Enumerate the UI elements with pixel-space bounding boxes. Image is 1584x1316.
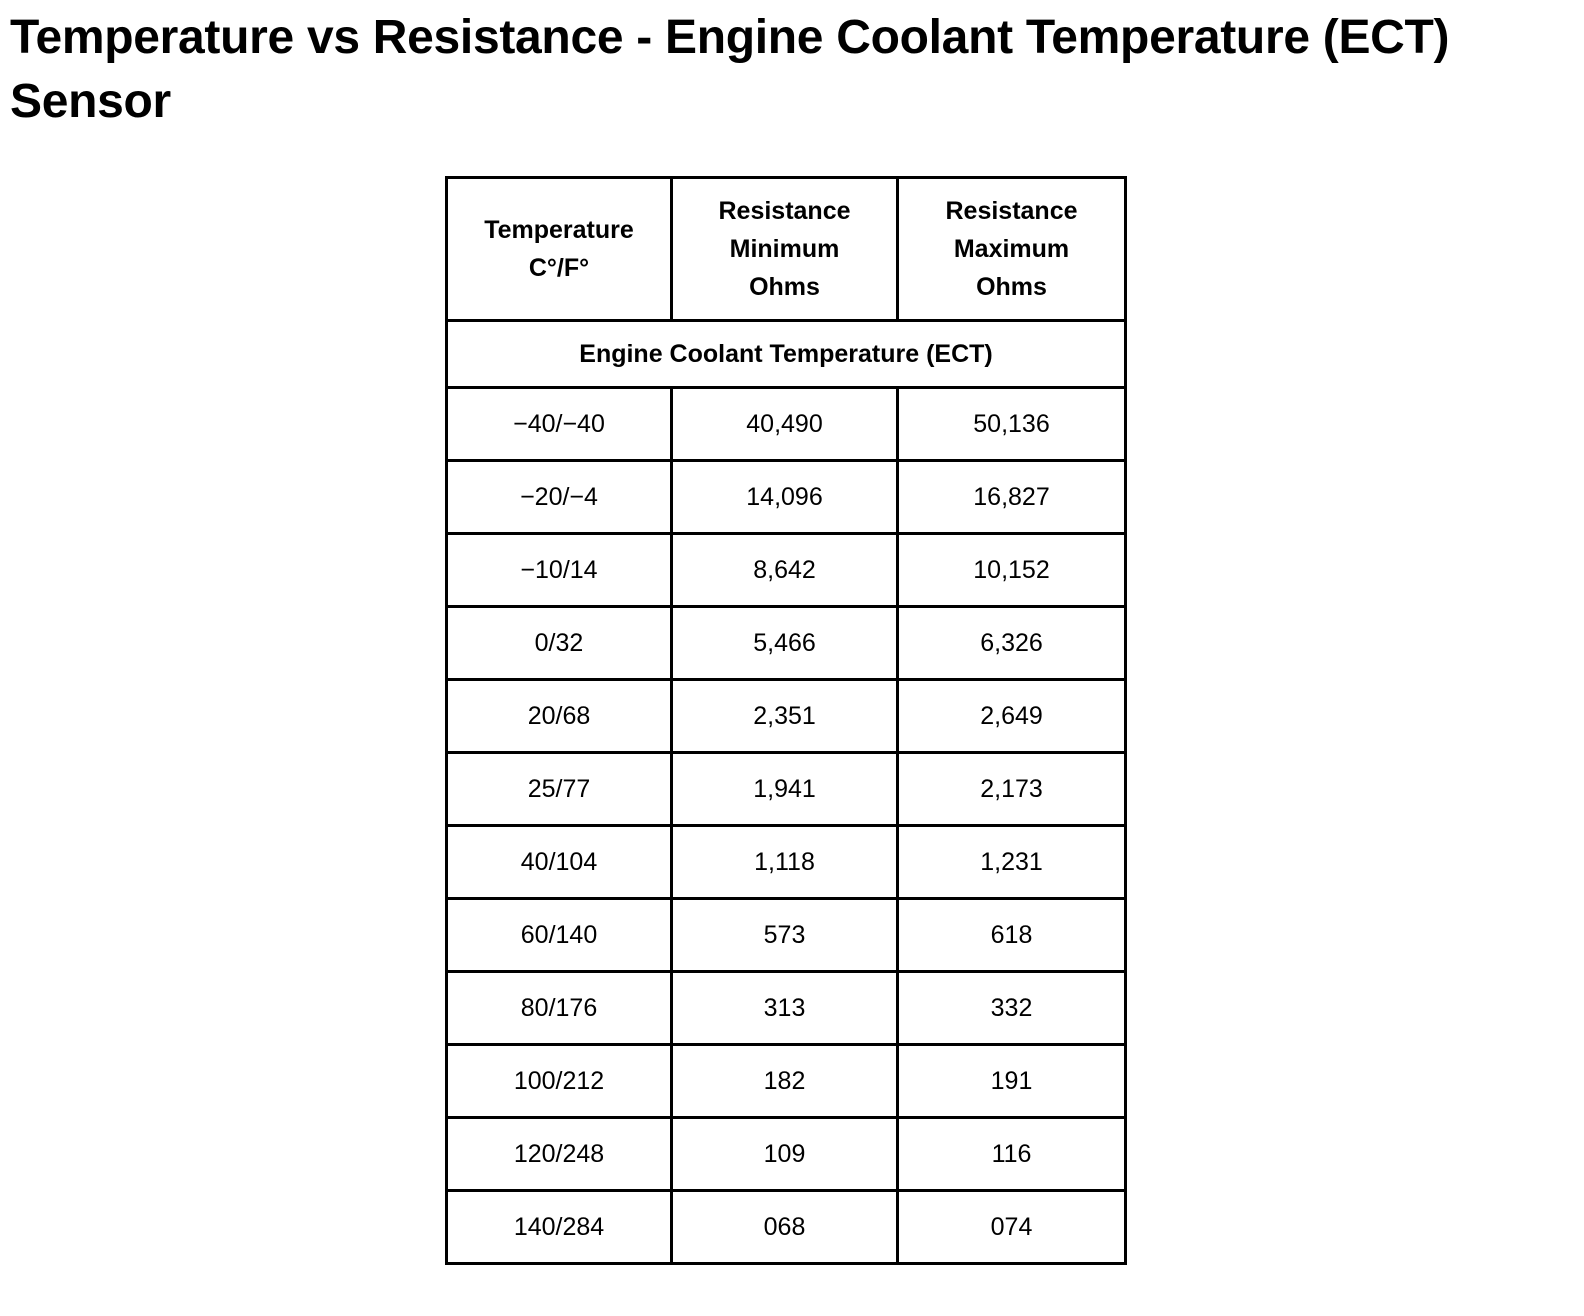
header-line: Minimum (729, 235, 840, 263)
temperature-cell: 120/248 (447, 1118, 672, 1191)
header-line: Ohms (749, 273, 820, 301)
table-row (447, 972, 1126, 1045)
table-row (447, 607, 1126, 680)
max-ohms-cell: 191 (898, 1045, 1126, 1118)
max-ohms-cell: 16,827 (898, 461, 1126, 534)
min-ohms-cell: 068 (672, 1191, 898, 1264)
max-ohms-cell: 2,649 (898, 680, 1126, 753)
max-ohms-cell: 332 (898, 972, 1126, 1045)
min-ohms-cell: 313 (672, 972, 898, 1045)
min-ohms-cell: 1,118 (672, 826, 898, 899)
header-line: Resistance (945, 197, 1078, 225)
temperature-cell: 25/77 (447, 753, 672, 826)
temperature-cell: 140/284 (447, 1191, 672, 1264)
table-row (447, 680, 1126, 753)
table-row (447, 826, 1126, 899)
max-resistance-column-header (898, 178, 1126, 321)
max-ohms-cell: 116 (898, 1118, 1126, 1191)
temperature-cell: 100/212 (447, 1045, 672, 1118)
min-ohms-cell: 2,351 (672, 680, 898, 753)
header-line: C°/F° (528, 254, 590, 282)
max-ohms-cell: 1,231 (898, 826, 1126, 899)
temperature-cell: 20/68 (447, 680, 672, 753)
table-row (447, 461, 1126, 534)
header-line: Resistance (718, 197, 851, 225)
temperature-cell: −40/−40 (447, 388, 672, 461)
header-line: Maximum (953, 235, 1070, 263)
page-title (10, 6, 1570, 134)
max-ohms-cell: 6,326 (898, 607, 1126, 680)
table-row (447, 1191, 1126, 1264)
min-ohms-cell: 182 (672, 1045, 898, 1118)
max-ohms-cell: 10,152 (898, 534, 1126, 607)
min-ohms-cell: 5,466 (672, 607, 898, 680)
temperature-cell: 0/32 (447, 607, 672, 680)
table-row (447, 388, 1126, 461)
max-ohms-cell: 50,136 (898, 388, 1126, 461)
min-ohms-cell: 40,490 (672, 388, 898, 461)
header-line: Ohms (976, 273, 1047, 301)
min-ohms-cell: 573 (672, 899, 898, 972)
table-row (447, 1045, 1126, 1118)
table-row (447, 1118, 1126, 1191)
min-resistance-column-header (672, 178, 898, 321)
table-row (447, 753, 1126, 826)
min-ohms-cell: 14,096 (672, 461, 898, 534)
table-header-row (447, 178, 1126, 321)
section-row (447, 321, 1126, 388)
min-ohms-cell: 1,941 (672, 753, 898, 826)
temperature-cell: −10/14 (447, 534, 672, 607)
page-title-line-2: Sensor (10, 75, 171, 128)
temperature-cell: 60/140 (447, 899, 672, 972)
table-row (447, 899, 1126, 972)
temperature-column-header (447, 178, 672, 321)
header-line: Temperature (484, 216, 634, 244)
temperature-cell: 80/176 (447, 972, 672, 1045)
temperature-cell: −20/−4 (447, 461, 672, 534)
section-label: Engine Coolant Temperature (ECT) (447, 321, 1126, 388)
temperature-cell: 40/104 (447, 826, 672, 899)
resistance-table (445, 176, 1127, 1265)
page-title-line-1: Temperature vs Resistance - Engine Coolant Temperature (ECT) (10, 11, 1450, 64)
table-row (447, 534, 1126, 607)
min-ohms-cell: 109 (672, 1118, 898, 1191)
min-ohms-cell: 8,642 (672, 534, 898, 607)
max-ohms-cell: 074 (898, 1191, 1126, 1264)
max-ohms-cell: 2,173 (898, 753, 1126, 826)
max-ohms-cell: 618 (898, 899, 1126, 972)
